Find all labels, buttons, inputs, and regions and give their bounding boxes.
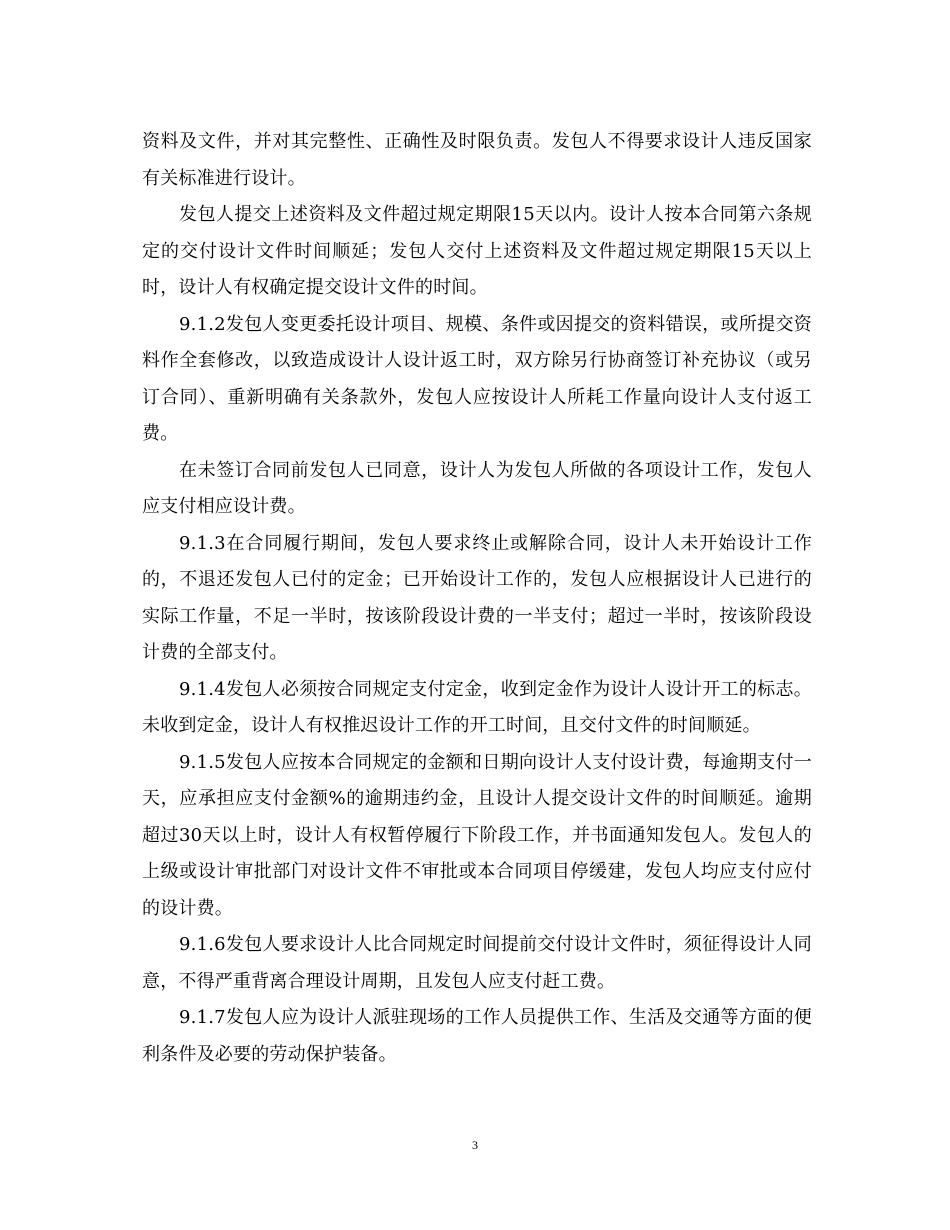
paragraph-clause-9-1-3: 9.1.3在合同履行期间，发包人要求终止或解除合同，设计人未开始设计工作的，不退还发包人已付的定金；已开始设计工作的，发包人应根据设计人已进行的实际工作量，不足一半时，按该阶段设计费的一半支付；超过一半时，按该阶段设计费的全部支付。 xyxy=(142,532,812,663)
paragraph-clause-9-1-5: 9.1.5发包人应按本合同规定的金额和日期向设计人支付设计费，每逾期支付一天，应承担应支付金额%的逾期违约金，且设计人提交设计文件的时间顺延。逾期超过30天以上时，设计人有权暂停履行下阶段工作，并书面通知发包人。发包人的上级或设计审批部门对设计文件不审批或本合同项目停缓建，发包人均应支付应付的设计费。 xyxy=(142,751,812,919)
page-number: 3 xyxy=(472,1138,478,1152)
paragraph-pre-contract-work: 在未签订合同前发包人已同意，设计人为发包人所做的各项设计工作，发包人应支付相应设计费。 xyxy=(142,459,812,517)
paragraph-continuation: 资料及文件，并对其完整性、正确性及时限负责。发包人不得要求设计人违反国家有关标准进行设计。 xyxy=(142,131,812,189)
paragraph-clause-9-1-7: 9.1.7发包人应为设计人派驻现场的工作人员提供工作、生活及交通等方面的便利条件及必要的劳动保护装备。 xyxy=(142,1007,812,1065)
paragraph-late-documents: 发包人提交上述资料及文件超过规定期限15天以内。设计人按本合同第六条规定的交付设计文件时间顺延；发包人交付上述资料及文件超过规定期限15天以上时，设计人有权确定提交设计文件的时间。 xyxy=(142,204,812,298)
paragraph-clause-9-1-6: 9.1.6发包人要求设计人比合同规定时间提前交付设计文件时，须征得设计人同意，不得严重背离合理设计周期，且发包人应支付赶工费。 xyxy=(142,934,812,992)
paragraph-clause-9-1-2: 9.1.2发包人变更委托设计项目、规模、条件或因提交的资料错误，或所提交资料作全套修改，以致造成设计人设计返工时，双方除另行协商签订补充协议（或另订合同）、重新明确有关条款外，发包人应按设计人所耗工作量向设计人支付返工费。 xyxy=(142,313,812,444)
paragraph-clause-9-1-4: 9.1.4发包人必须按合同规定支付定金，收到定金作为设计人设计开工的标志。未收到定金，设计人有权推迟设计工作的开工时间，且交付文件的时间顺延。 xyxy=(142,678,812,736)
page-body xyxy=(142,124,812,1073)
